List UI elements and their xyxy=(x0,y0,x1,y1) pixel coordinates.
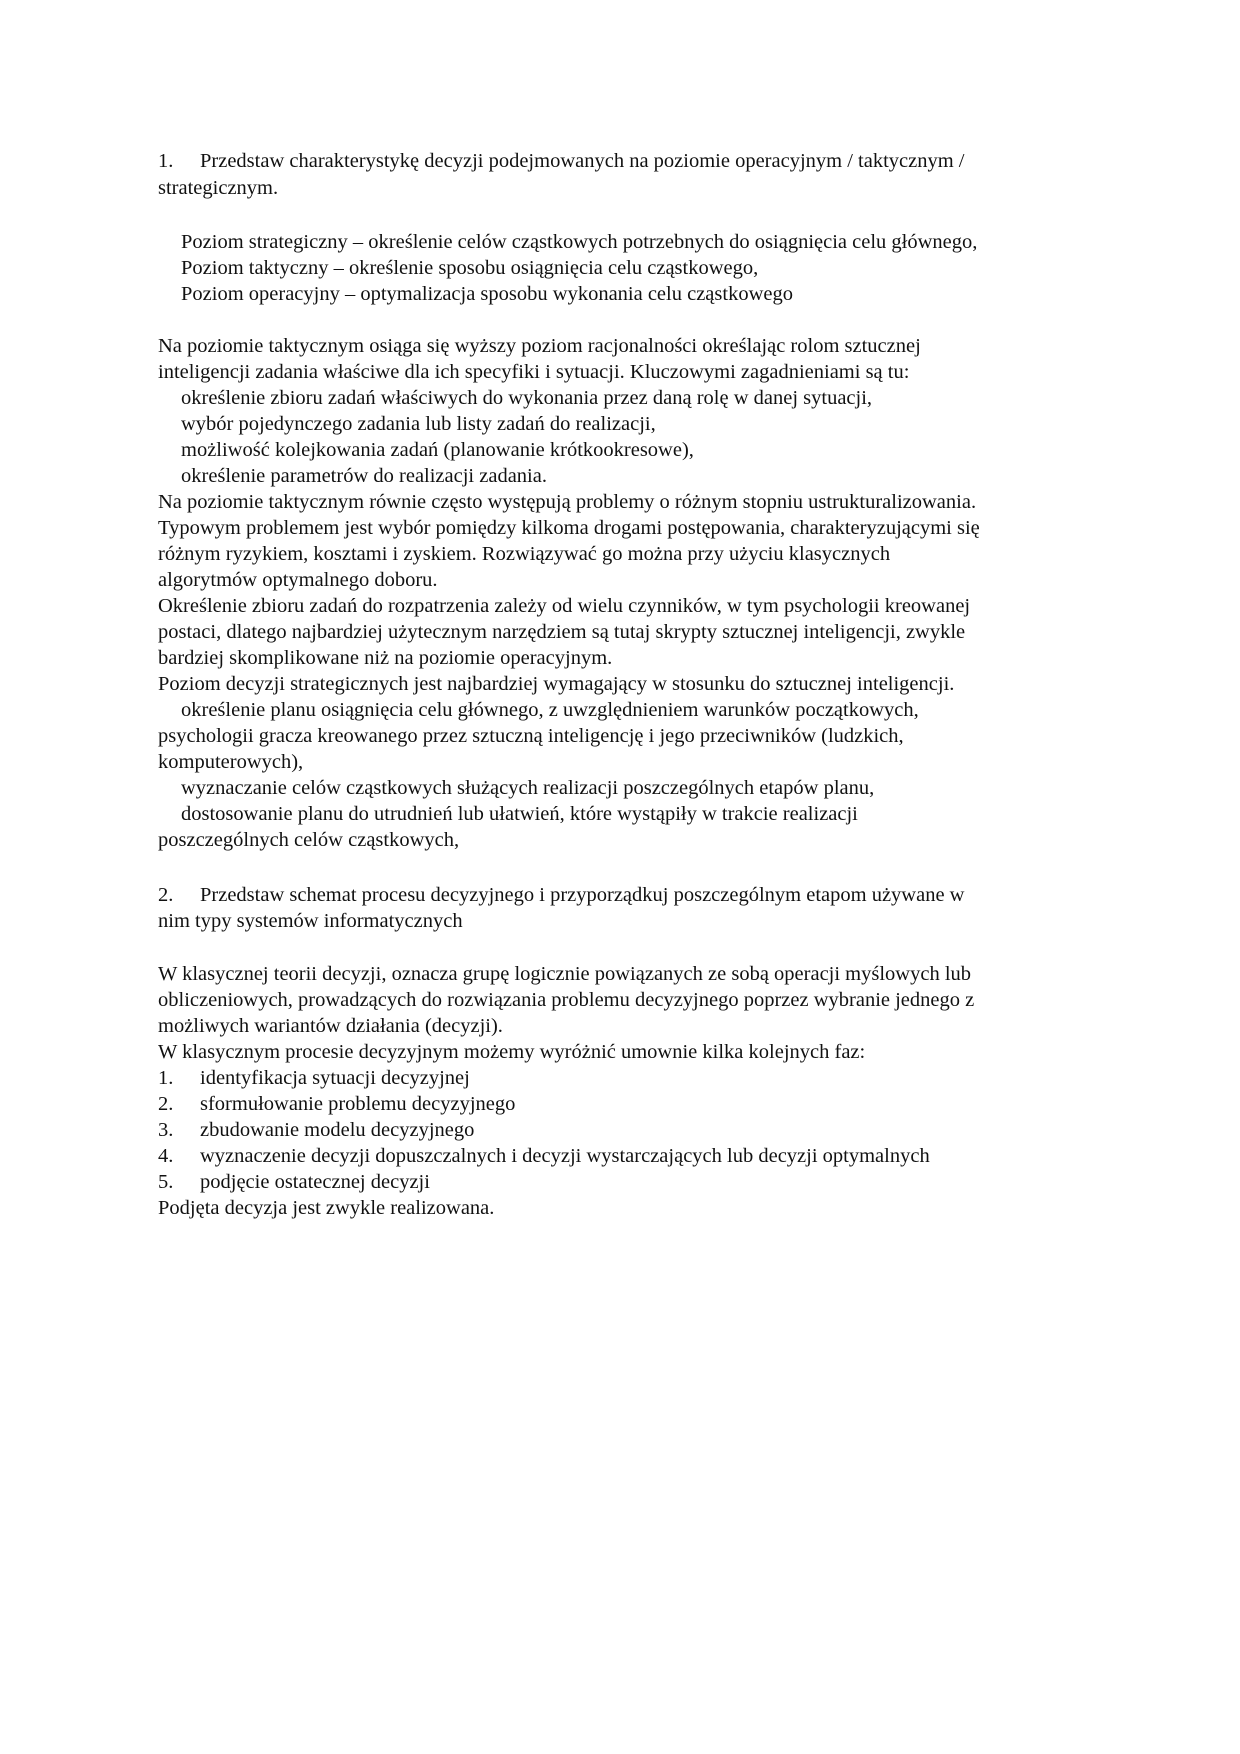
tactical-paragraph-line: różnym ryzykiem, kosztami i zyskiem. Rozwiązywać go można przy użyciu klasycznych xyxy=(158,543,891,565)
process-intro-line: W klasycznej teorii decyzji, oznacza grupę logicznie powiązanych ze sobą operacji myślowych lub xyxy=(158,963,972,985)
strategic-item: określenie planu osiągnięcia celu głównego, z uwzględnieniem warunków początkowych, xyxy=(181,699,919,721)
level-operational: Poziom operacyjny – optymalizacja sposobu wykonania celu cząstkowego xyxy=(181,283,793,305)
question-2-title: Przedstaw schemat procesu decyzyjnego i przyporządkuj poszczególnym etapom używane w xyxy=(200,884,965,906)
tactical-paragraph-line: Typowym problemem jest wybór pomiędzy kilkoma drogami postępowania, charakteryzującymi się xyxy=(158,517,980,539)
process-intro-line: obliczeniowych, prowadzących do rozwiązania problemu decyzyjnego poprzez wybranie jednego z xyxy=(158,989,975,1011)
strategic-item-cont: psychologii gracza kreowanego przez sztuczną inteligencję i jego przeciwników (ludzkich, xyxy=(158,725,904,747)
phases-intro: W klasycznym procesie decyzyjnym możemy wyróżnić umownie kilka kolejnych faz: xyxy=(158,1041,866,1063)
strategic-intro: Poziom decyzji strategicznych jest najbardziej wymagający w stosunku do sztucznej inteligencji. xyxy=(158,673,955,695)
tactical-item: możliwość kolejkowania zadań (planowanie krótkookresowe), xyxy=(181,439,694,461)
phase-number: 5. xyxy=(158,1171,174,1193)
level-strategic: Poziom strategiczny – określenie celów cząstkowych potrzebnych do osiągnięcia celu głównego, xyxy=(181,231,978,253)
question-1-title: Przedstaw charakterystykę decyzji podejmowanych na poziomie operacyjnym / taktycznym / xyxy=(200,150,965,172)
strategic-item: dostosowanie planu do utrudnień lub ułatwień, które wystąpiły w trakcie realizacji xyxy=(181,803,858,825)
phase-number: 3. xyxy=(158,1119,174,1141)
tactical-item: określenie zbioru zadań właściwych do wykonania przez daną rolę w danej sytuacji, xyxy=(181,387,873,409)
strategic-item: wyznaczanie celów cząstkowych służących realizacji poszczególnych etapów planu, xyxy=(181,777,875,799)
phase-text: sformułowanie problemu decyzyjnego xyxy=(200,1093,516,1115)
process-intro-line: możliwych wariantów działania (decyzji). xyxy=(158,1015,503,1037)
tactical-item: wybór pojedynczego zadania lub listy zadań do realizacji, xyxy=(181,413,656,435)
tactical-paragraph-line: bardziej skomplikowane niż na poziomie operacyjnym. xyxy=(158,647,613,669)
phase-text: wyznaczenie decyzji dopuszczalnych i decyzji wystarczających lub decyzji optymalnych xyxy=(200,1145,930,1167)
question-2-title-cont: nim typy systemów informatycznych xyxy=(158,910,463,932)
tactical-item: określenie parametrów do realizacji zadania. xyxy=(181,465,547,487)
strategic-item-cont: poszczególnych celów cząstkowych, xyxy=(158,829,460,851)
tactical-intro: Na poziomie taktycznym osiąga się wyższy poziom racjonalności określając rolom sztucznej xyxy=(158,335,921,357)
process-closing: Podjęta decyzja jest zwykle realizowana. xyxy=(158,1197,495,1219)
phase-text: zbudowanie modelu decyzyjnego xyxy=(200,1119,475,1141)
phase-number: 4. xyxy=(158,1145,174,1167)
tactical-paragraph-line: postaci, dlatego najbardziej użytecznym narzędziem są tutaj skrypty sztucznej inteligencji, zwykle xyxy=(158,621,966,643)
question-2-number: 2. xyxy=(158,884,174,906)
phase-number: 2. xyxy=(158,1093,174,1115)
strategic-item-cont: komputerowych), xyxy=(158,751,304,773)
question-1-title-cont: strategicznym. xyxy=(158,177,279,199)
tactical-paragraph-line: Określenie zbioru zadań do rozpatrzenia zależy od wielu czynników, w tym psychologii kreowanej xyxy=(158,595,971,617)
phase-text: podjęcie ostatecznej decyzji xyxy=(200,1171,430,1193)
phase-text: identyfikacja sytuacji decyzyjnej xyxy=(200,1067,470,1089)
tactical-paragraph-line: algorytmów optymalnego doboru. xyxy=(158,569,438,591)
tactical-paragraph-line: Na poziomie taktycznym równie często występują problemy o różnym stopniu ustrukturalizowania. xyxy=(158,491,977,513)
tactical-intro-cont: inteligencji zadania właściwe dla ich specyfiki i sytuacji. Kluczowymi zagadnieniami są tu: xyxy=(158,361,910,383)
phase-number: 1. xyxy=(158,1067,174,1089)
question-1-number: 1. xyxy=(158,150,174,172)
level-tactical: Poziom taktyczny – określenie sposobu osiągnięcia celu cząstkowego, xyxy=(181,257,759,279)
